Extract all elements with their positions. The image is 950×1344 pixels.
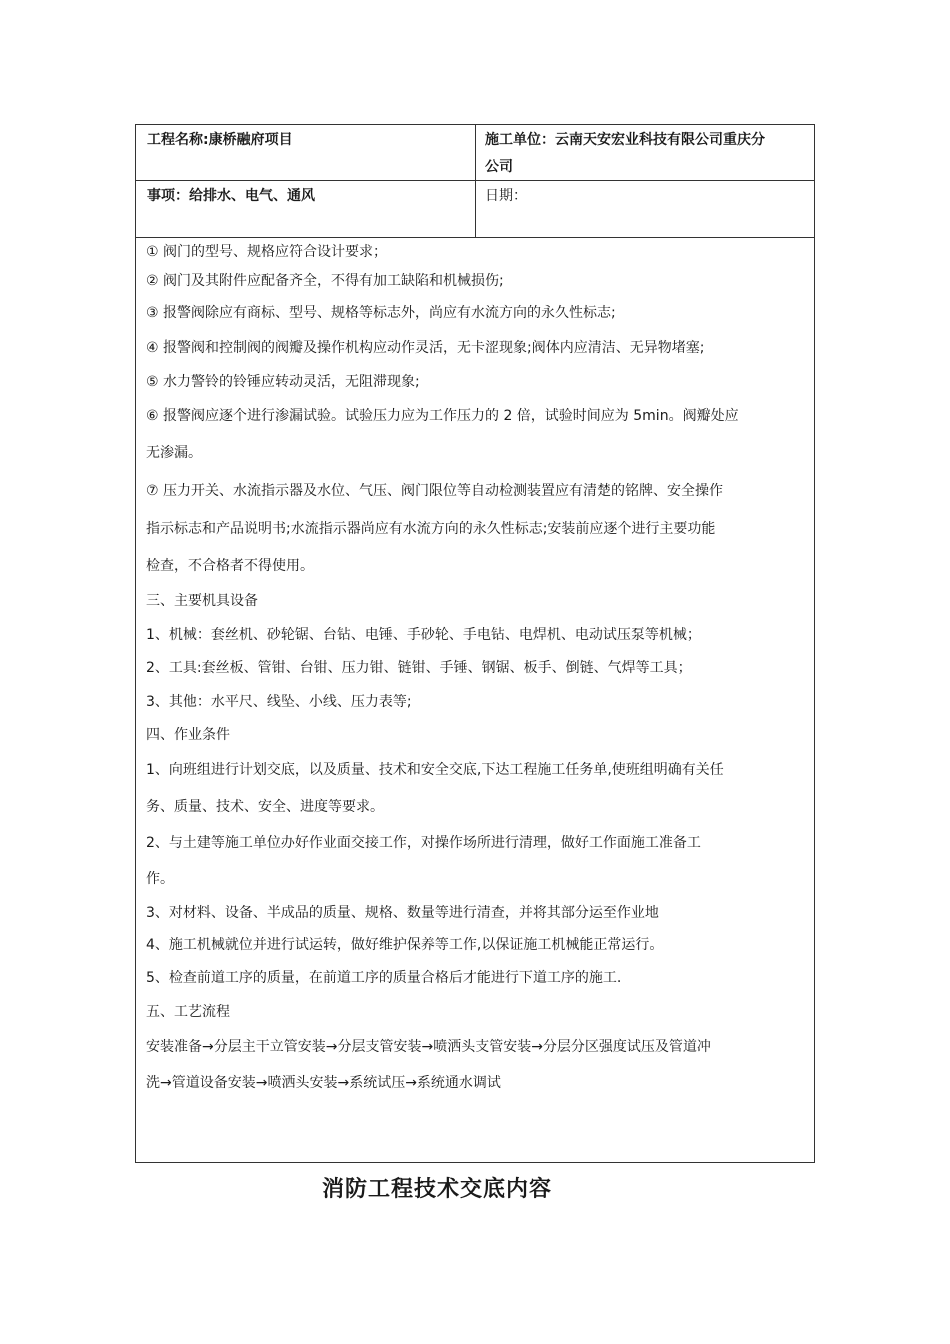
content-line: 1、向班组进行计划交底，以及质量、技术和安全交底,下达工程施工任务单,使班组明确有关任	[146, 762, 724, 778]
construction-unit	[485, 127, 810, 181]
content-line: 指示标志和产品说明书;水流指示器尚应有水流方向的永久性标志;安装前应逐个进行主要功能	[146, 521, 716, 537]
content-line: 洗→管道设备安装→喷洒头安装→系统试压→系统通水调试	[146, 1075, 501, 1091]
date-label: 日期：	[485, 188, 527, 204]
content-line: 无渗漏。	[146, 445, 202, 461]
document-title: 消防工程技术交底内容	[321, 1177, 552, 1202]
content-line: ④ 报警阀和控制阀的阀瓣及操作机构应动作灵活，无卡涩现象;阀体内应清洁、无异物堵塞;	[146, 340, 705, 356]
disclosure-content	[146, 239, 810, 1101]
content-line: ⑦ 压力开关、水流指示器及水位、气压、阀门限位等自动检测装置应有清楚的铭牌、安全操作	[146, 483, 723, 499]
content-line: 作。	[146, 871, 174, 887]
content-line: ⑤ 水力警铃的铃锤应转动灵活，无阻滞现象;	[146, 374, 420, 390]
content-line: 安装准备→分层主干立管安装→分层支管安装→喷洒头支管安装→分层分区强度试压及管道冲	[146, 1039, 711, 1055]
column-divider	[475, 125, 476, 238]
content-line: 2、工具:套丝板、管钳、台钳、压力钳、链钳、手锤、钢锯、板手、倒链、气焊等工具；	[146, 660, 692, 676]
content-line: 5、检查前道工序的质量，在前道工序的质量合格后才能进行下道工序的施工.	[146, 970, 622, 986]
content-line: 检查，不合格者不得使用。	[146, 558, 314, 574]
matter: 事项：给排水、电气、通风	[147, 188, 315, 204]
construction-unit-line-1: 施工单位：云南天安宏业科技有限公司重庆分	[485, 132, 765, 148]
content-line: ③ 报警阀除应有商标、型号、规格等标志外，尚应有水流方向的永久性标志;	[146, 305, 616, 321]
section-heading: 三、主要机具设备	[146, 593, 258, 609]
construction-unit-line-2: 公司	[485, 159, 513, 175]
project-name: 工程名称:康桥融府项目	[147, 132, 293, 148]
content-line: 2、与土建等施工单位办好作业面交接工作，对操作场所进行清理，做好工作面施工准备工	[146, 835, 701, 851]
content-line: 3、对材料、设备、半成品的质量、规格、数量等进行清查，并将其部分运至作业地	[146, 905, 659, 921]
content-line: ② 阀门及其附件应配备齐全，不得有加工缺陷和机械损伤;	[146, 273, 504, 289]
section-heading: 五、工艺流程	[146, 1004, 230, 1020]
content-line: ① 阀门的型号、规格应符合设计要求；	[146, 244, 387, 260]
content-line: 3、其他：水平尺、线坠、小线、压力表等;	[146, 694, 412, 710]
content-line: 4、施工机械就位并进行试运转，做好维护保养等工作,以保证施工机械能正常运行。	[146, 937, 664, 953]
content-line: ⑥ 报警阀应逐个进行渗漏试验。试验压力应为工作压力的 2 倍，试验时间应为 5min。阀瓣处应	[146, 408, 739, 424]
content-line: 务、质量、技术、安全、进度等要求。	[146, 799, 384, 815]
content-line: 1、机械：套丝机、砂轮锯、台钻、电锤、手砂轮、手电钻、电焊机、电动试压泵等机械；	[146, 627, 701, 643]
disclosure-table	[135, 124, 815, 1163]
section-heading: 四、作业条件	[146, 727, 230, 743]
